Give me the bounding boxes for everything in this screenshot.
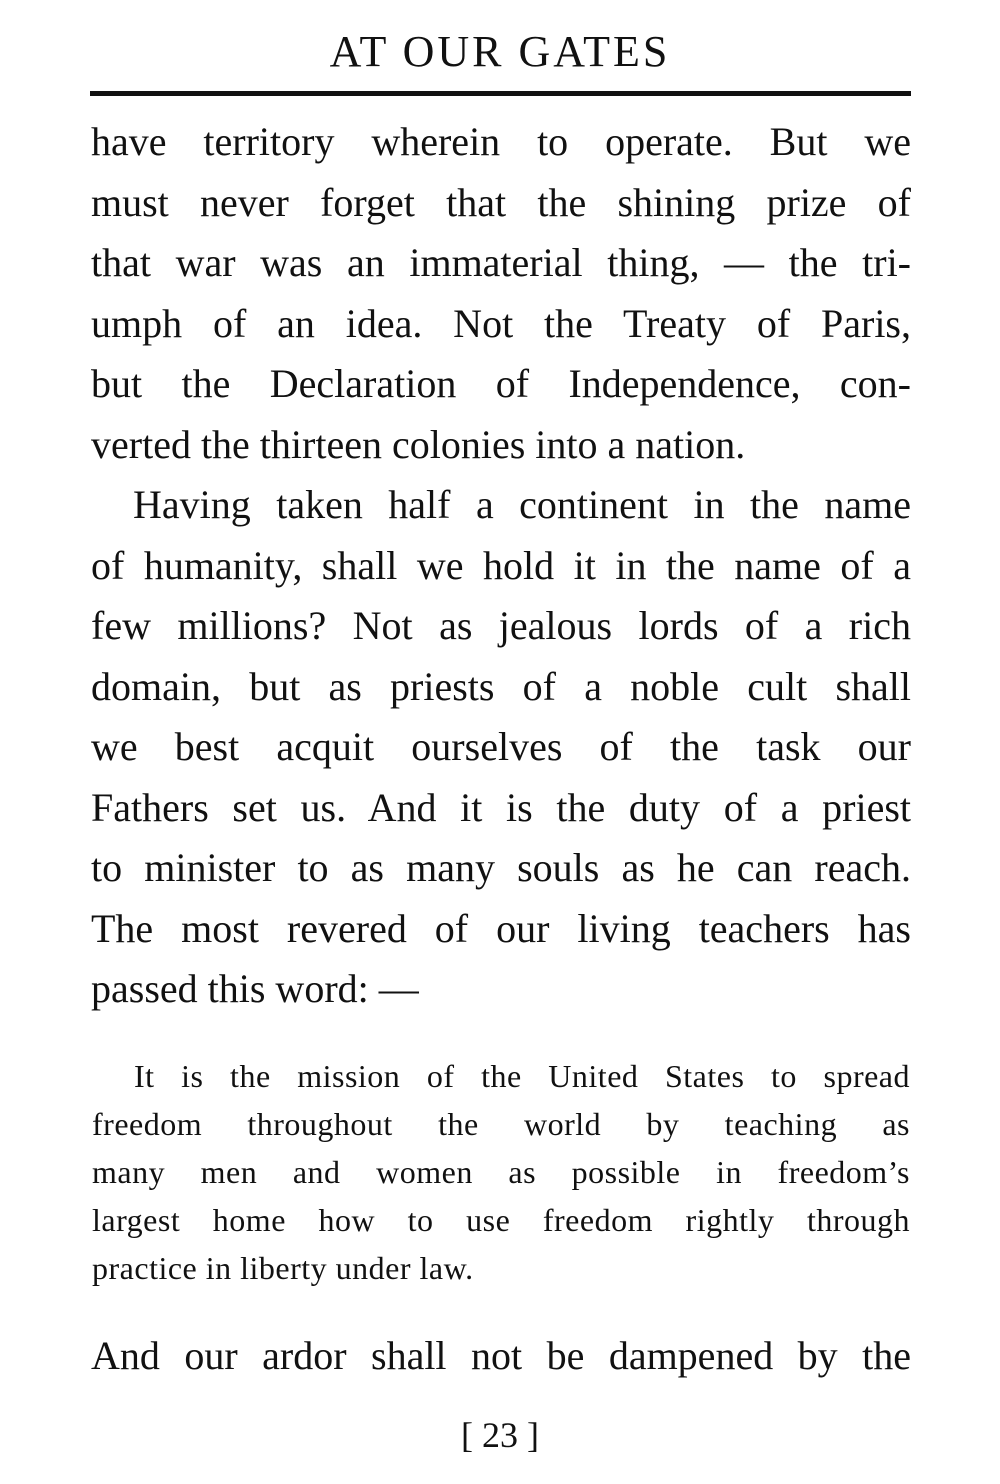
block-quotation bbox=[92, 1052, 910, 1292]
quote-line: freedom throughout the world by teaching as bbox=[92, 1106, 910, 1142]
quote-line: practice in liberty under law. bbox=[92, 1250, 474, 1286]
running-head: AT OUR GATES bbox=[329, 27, 671, 76]
text-line: verted the thirteen colonies into a nation. bbox=[91, 421, 746, 467]
text-line: umph of an idea. Not the Treaty of Paris, bbox=[91, 300, 911, 346]
text-line: to minister to as many souls as he can reach. bbox=[91, 845, 911, 890]
text-line: few millions? Not as jealous lords of a rich bbox=[91, 603, 911, 648]
text-line: The most revered of our living teachers has bbox=[91, 905, 911, 951]
main-text bbox=[91, 112, 911, 1020]
text-line: of humanity, shall we hold it in the name of a bbox=[91, 542, 911, 588]
paragraph-closing bbox=[91, 1326, 911, 1387]
quote-line: largest home how to use freedom rightly through bbox=[92, 1202, 910, 1238]
text-line: we best acquit ourselves of the task our bbox=[91, 724, 911, 769]
paragraph-continuation bbox=[91, 112, 911, 475]
text-line: must never forget that the shining prize of bbox=[91, 179, 911, 225]
page-number: [ 23 ] bbox=[461, 1415, 539, 1455]
text-line: but the Declaration of Independence, con- bbox=[91, 361, 911, 406]
text-line: domain, but as priests of a noble cult shall bbox=[91, 663, 911, 709]
text-line: have territory wherein to operate. But we bbox=[91, 119, 911, 164]
text-line: Fathers set us. And it is the duty of a priest bbox=[91, 784, 911, 830]
text-line: And our ardor shall not be dampened by the bbox=[91, 1333, 911, 1378]
quote-line: many men and women as possible in freedom’s bbox=[92, 1154, 910, 1190]
quote-line: It is the mission of the United States to spread bbox=[134, 1058, 910, 1094]
text-line: that war was an immaterial thing, — the tri- bbox=[91, 240, 911, 285]
paragraph-having-taken bbox=[91, 475, 911, 1020]
header-rule bbox=[90, 91, 911, 96]
text-line: Having taken half a continent in the name bbox=[133, 482, 911, 527]
text-line: passed this word: — bbox=[91, 966, 419, 1011]
